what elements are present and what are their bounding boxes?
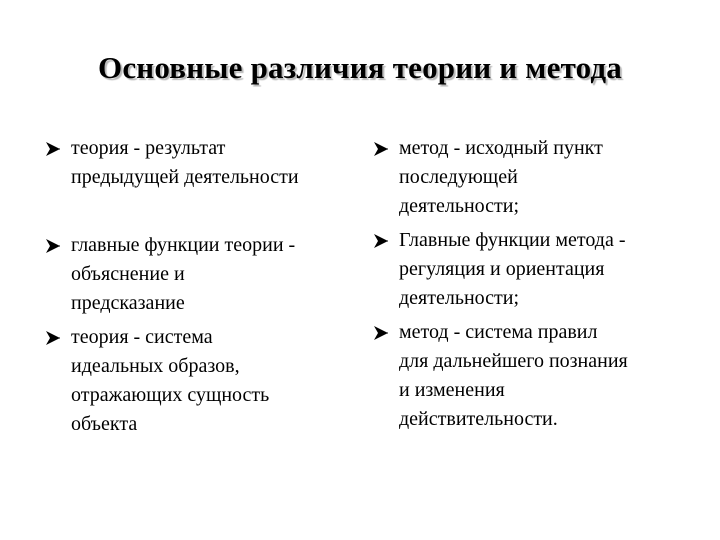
text-line: последующей bbox=[399, 166, 518, 188]
text-line: деятельности; bbox=[399, 287, 520, 309]
text-line: теория - результат bbox=[71, 137, 226, 159]
text-line: и изменения bbox=[399, 379, 505, 401]
text-line: отражающих сущность bbox=[71, 384, 270, 406]
arrow-bullet-icon bbox=[44, 231, 64, 255]
text-line: метод - исходный пункт bbox=[399, 137, 603, 159]
text-line: главные функции теории - bbox=[71, 234, 296, 256]
text-line: для дальнейшего познания bbox=[399, 350, 628, 372]
method-system-item bbox=[372, 318, 628, 434]
slide-title: Основные различия теории и метода bbox=[98, 50, 622, 85]
arrow-bullet-icon bbox=[372, 226, 392, 250]
method-functions-item bbox=[372, 226, 626, 313]
arrow-bullet-icon bbox=[372, 318, 392, 342]
theory-system-item bbox=[44, 323, 269, 439]
theory-result-text bbox=[71, 134, 299, 192]
text-line: объяснение и bbox=[71, 263, 185, 285]
text-line: регуляция и ориентация bbox=[399, 258, 605, 280]
theory-functions-item bbox=[44, 231, 295, 318]
text-line: деятельности; bbox=[399, 195, 520, 217]
text-line: действительности. bbox=[399, 408, 558, 430]
text-line: предсказание bbox=[71, 292, 185, 314]
arrow-bullet-icon bbox=[44, 323, 64, 347]
method-system-text bbox=[399, 318, 628, 434]
theory-system-text bbox=[71, 323, 269, 439]
text-line: объекта bbox=[71, 413, 138, 435]
text-line: теория - система bbox=[71, 326, 213, 348]
text-line: предыдущей деятельности bbox=[71, 166, 299, 188]
arrow-bullet-icon bbox=[372, 134, 392, 158]
method-start-item bbox=[372, 134, 603, 221]
text-line: идеальных образов, bbox=[71, 355, 240, 377]
text-line: метод - система правил bbox=[399, 321, 598, 343]
arrow-bullet-icon bbox=[44, 134, 64, 158]
method-functions-text bbox=[399, 226, 626, 313]
text-line: Главные функции метода - bbox=[399, 229, 626, 251]
theory-result-item bbox=[44, 134, 299, 192]
theory-functions-text bbox=[71, 231, 295, 318]
method-start-text bbox=[399, 134, 603, 221]
